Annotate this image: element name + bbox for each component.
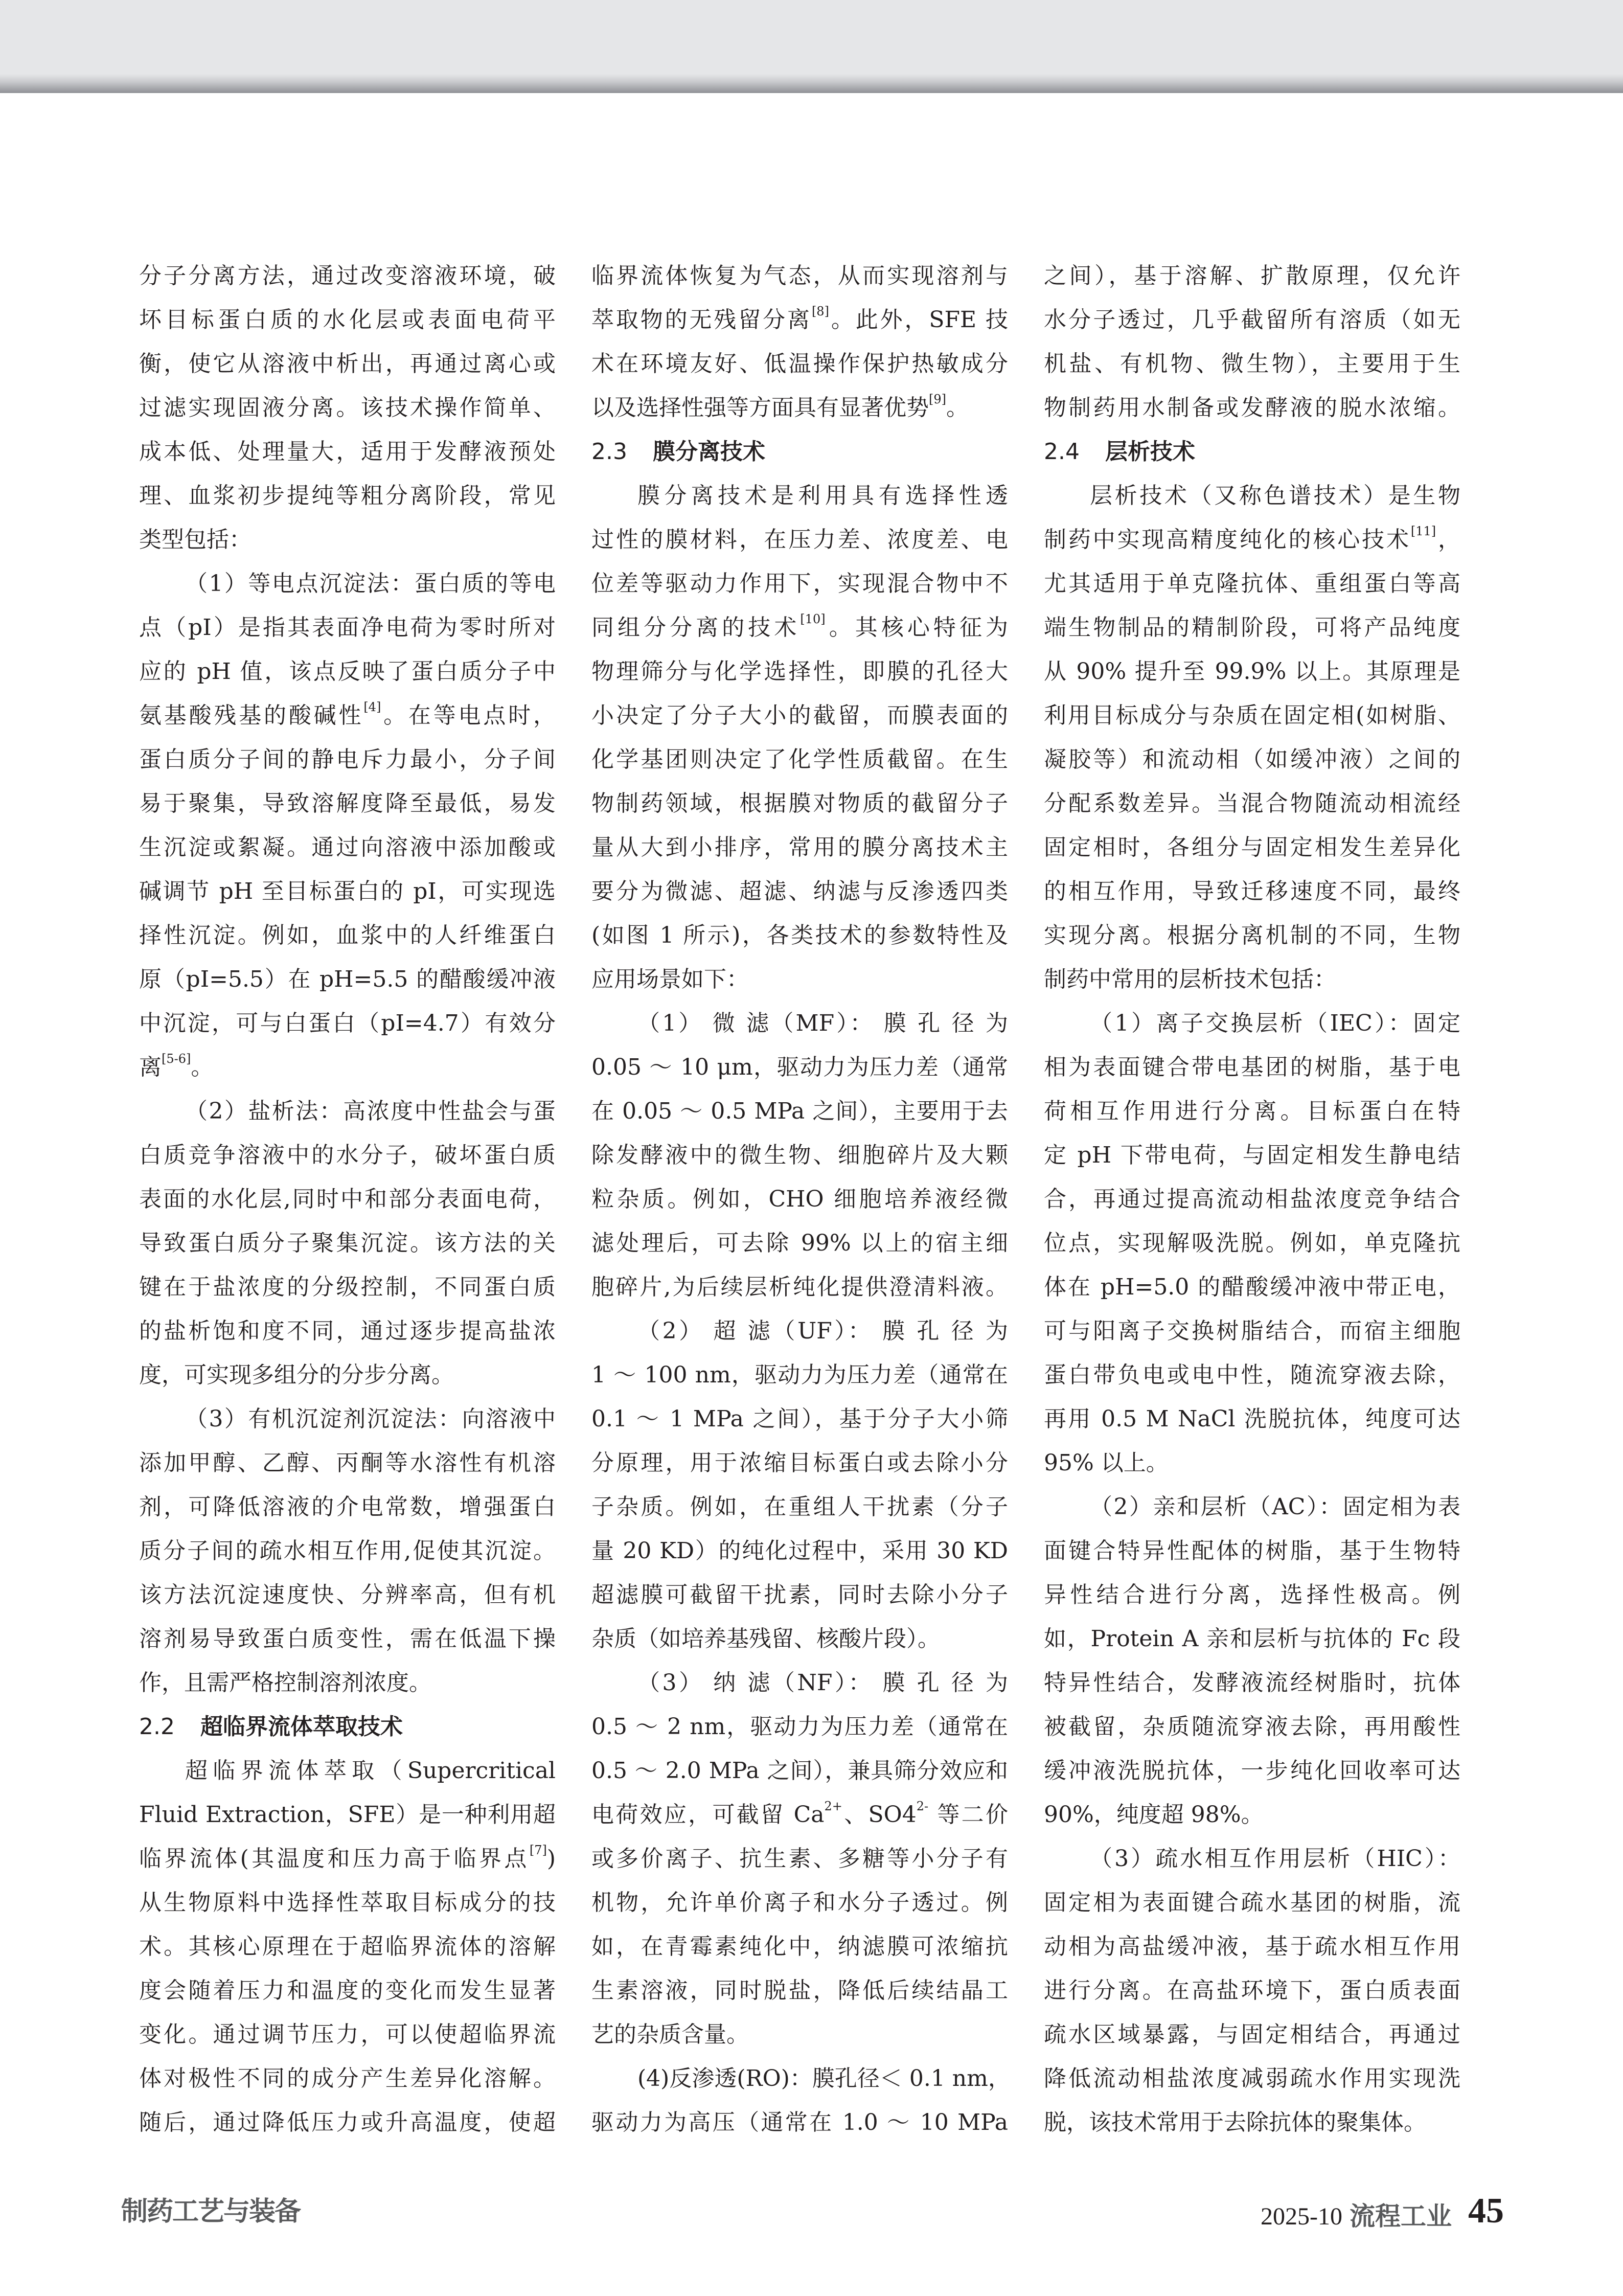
line-text: 从生物原料中选择性萃取目标成分的技 [139,1890,556,1916]
line-text: 氨基酸残基的酸碱性 [139,702,364,729]
text-line [591,1133,1008,1177]
text-line [1044,1705,1460,1749]
text-line [139,1661,556,1705]
line-text: 层析技术（又称色谱技术）是生物 [1090,483,1460,509]
line-text: 1 ～ 100 nm，驱动力为压力差（通常在 [591,1362,1008,1388]
line-text: 。其核心特征为 [825,615,1009,641]
line-text: 缓冲液洗脱抗体，一步纯化回收率可达 [1044,1758,1460,1784]
text-line [139,386,556,430]
line-text: （2） 超 滤（UF）： 膜 孔 径 为 [637,1318,1008,1344]
line-text: 离 [139,1054,162,1080]
line-text: 度会随着压力和温度的变化而发生显著 [139,1977,556,2004]
column-right [1044,254,1460,2145]
line-text: 剂，可降低溶液的介电常数，增强蛋白 [139,1494,556,1520]
line-text: 固定相为表面键合疏水基团的树脂，流 [1044,1890,1460,1916]
line-text: 溶剂易导致蛋白质变性，需在低温下操 [139,1626,556,1652]
line-text: 点（pI）是指其表面净电荷为零时所对 [139,615,556,641]
text-line [1044,870,1460,914]
text-line [139,2101,556,2145]
line-text: （1）等电点沉淀法：蛋白质的等电 [185,571,556,597]
line-text: 子杂质。例如，在重组人干扰素（分子 [591,1494,1008,1520]
line-text: 添加甲醇、乙醇、丙酮等水溶性有机溶 [139,1450,556,1476]
line-text: 术在环境友好、低温操作保护热敏成分 [591,351,1008,377]
text-line [591,1793,1008,1837]
text-line [591,1881,1008,1925]
line-text: 同组分分离的技术 [591,615,801,641]
text-line [1044,826,1460,870]
text-line [591,1529,1008,1573]
text-line [1044,562,1460,606]
text-line [591,958,1008,1002]
line-text: 质分子间的疏水相互作用,促使其沉淀。 [139,1538,556,1564]
page-number: 45 [1468,2191,1504,2231]
line-text: 应用场景如下： [591,966,749,992]
text-line [1044,298,1460,342]
text-line [1044,738,1460,782]
text-line [591,1485,1008,1529]
citation-ref: [11] [1410,524,1436,538]
line-text: 临界流体(其温度和压力高于临界点 [139,1846,530,1872]
line-text: 表面的水化层,同时中和部分表面电荷， [139,1186,556,1212]
line-text: 作，且需严格控制溶剂浓度。 [139,1670,431,1696]
line-text: 体在 pH=5.0 的醋酸缓冲液中带正电， [1044,1274,1460,1300]
text-line [139,1441,556,1485]
text-line [591,1661,1008,1705]
citation-ref: [8] [811,304,829,319]
line-text: 特异性结合，发酵液流经树脂时，抗体 [1044,1670,1460,1696]
text-line [139,606,556,650]
text-line [139,1837,556,1881]
line-text: （1）离子交换层析（IEC）：固定 [1090,1010,1460,1036]
section-number: 2.4 [1044,439,1080,465]
line-text: 0.05 ～ 10 μm，驱动力为压力差（通常 [591,1054,1008,1080]
line-text: 机盐、有机物、微生物），主要用于生 [1044,351,1460,377]
line-text: 膜分离技术是利用具有选择性透 [637,483,1008,509]
line-text: 萃取物的无残留分离 [591,307,812,333]
text-line [1044,958,1460,1002]
text-line [1044,1793,1460,1837]
text-line [591,1837,1008,1881]
text-line [139,1045,556,1089]
line-text: 分原理，用于浓缩目标蛋白或去除小分 [591,1450,1008,1476]
text-line [1044,2057,1460,2101]
text-line [139,254,556,298]
line-text: 或多价离子、抗生素、多糖等小分子有 [591,1846,1008,1872]
section-title: 超临界流体萃取技术 [200,1714,403,1740]
text-line [591,2013,1008,2057]
line-text: 0.5 ～ 2 nm，驱动力为压力差（通常在 [591,1714,1008,1740]
text-line [1044,1265,1460,1309]
line-text: 碱调节 pH 至目标蛋白的 pI，可实现选 [139,878,556,904]
citation-ref: [7] [529,1843,547,1857]
line-text: （3）疏水相互作用层析（HIC）： [1090,1846,1460,1872]
text-line [591,254,1008,298]
text-line [1044,1485,1460,1529]
line-text: 实现分离。根据分离机制的不同，生物 [1044,922,1460,948]
line-text: 可与阳离子交换树脂结合，而宿主细胞 [1044,1318,1460,1344]
line-text: 异性结合进行分离，选择性极高。例 [1044,1582,1460,1608]
text-line [591,2057,1011,2101]
line-text: 制药中常用的层析技术包括： [1044,966,1336,992]
footer-journal-name: 流程工业 [1350,2201,1452,2231]
line-text: 。 [191,1054,214,1080]
text-line [139,914,556,958]
text-line [139,430,556,474]
line-text: 杂质（如培养基残留、核酸片段）。 [591,1626,940,1652]
text-line [1044,1925,1460,1969]
line-text: 之间），基于溶解、扩散原理，仅允许 [1044,263,1460,289]
line-text: 过性的膜材料，在压力差、浓度差、电 [591,527,1008,553]
top-band [0,0,1623,93]
line-text: 量从大到小排序，常用的膜分离技术主 [591,834,1008,860]
line-text: 驱动力为高压（通常在 1.0 ～ 10 MPa [591,2109,1008,2135]
line-text: 原（pI=5.5）在 pH=5.5 的醋酸缓冲液 [139,966,556,992]
line-text: 再用 0.5 M NaCl 洗脱抗体，纯度可达 [1044,1406,1460,1432]
text-line [591,650,1008,694]
line-text: 端生物制品的精制阶段，可将产品纯度 [1044,615,1460,641]
line-text: （3）有机沉淀剂沉淀法：向溶液中 [185,1406,556,1432]
line-text: 95% 以上。 [1044,1450,1169,1476]
line-text: 利用目标成分与杂质在固定相(如树脂、 [1044,702,1460,729]
text-line [1044,1573,1460,1617]
text-line [139,826,556,870]
text-line [1044,1133,1460,1177]
footer-issue-info [1261,2183,1504,2229]
line-text: 降低流动相盐浓度减弱疏水作用实现洗 [1044,2065,1460,2092]
text-line [139,342,556,386]
line-text: 该方法沉淀速度快、分辨率高，但有机 [139,1582,556,1608]
text-line [591,1573,1008,1617]
text-line [139,1881,556,1925]
text-line [139,650,556,694]
line-text: 坏目标蛋白质的水化层或表面电荷平 [139,307,556,333]
line-text: 白质竞争溶液中的水分子，破坏蛋白质 [139,1142,556,1168]
line-text: 粒杂质。例如，CHO 细胞培养液经微 [591,1186,1008,1212]
line-text: 。此外，SFE 技 [829,307,1009,333]
line-text: 随后，通过降低压力或升高温度，使超 [139,2109,556,2135]
text-line [1044,1881,1460,1925]
text-line [1044,782,1460,826]
text-line [591,914,1008,958]
line-text: (4)反渗透(RO)：膜孔径＜ 0.1 nm， [637,2065,1011,2092]
line-text: 滤处理后，可去除 99% 以上的宿主细 [591,1230,1008,1256]
line-text: 的盐析饱和度不同，通过逐步提高盐浓 [139,1318,556,1344]
line-text: 疏水区域暴露，与固定相结合，再通过 [1044,2021,1460,2048]
text-line [1044,914,1460,958]
text-line [1044,694,1460,738]
text-line [139,1221,556,1265]
text-line [591,1309,1008,1353]
text-line [139,694,556,738]
line-text: 被截留，杂质随流穿液去除，再用酸性 [1044,1714,1460,1740]
text-line [591,1441,1008,1485]
citation-ref: [4] [363,700,381,714]
text-line [139,518,556,562]
line-text: 易于聚集，导致溶解度降至最低，易发 [139,790,556,816]
line-text: 类型包括： [139,527,252,553]
text-line [1044,1837,1460,1881]
text-line [1044,1661,1460,1705]
text-line [1044,1353,1460,1397]
footer-section-title: 制药工艺与装备 [121,2196,301,2227]
text-line [591,1177,1008,1221]
text-line [1044,2013,1460,2057]
text-line [139,1749,556,1793]
text-line [139,2057,556,2101]
line-text: 超临界流体萃取（Supercritical [185,1758,556,1784]
column-middle [591,254,1011,2145]
ion-charge: 2- [916,1799,929,1813]
line-text: 理、血浆初步提纯等粗分离阶段，常见 [139,483,556,509]
line-text: 分配系数差异。当混合物随流动相流经 [1044,790,1460,816]
section-title: 膜分离技术 [653,439,765,465]
text-line [591,1749,1008,1793]
text-line [1044,1529,1460,1573]
text-line [591,782,1008,826]
text-line [139,1177,556,1221]
text-line [1044,1089,1460,1133]
line-text: 导致蛋白质分子聚集沉淀。该方法的关 [139,1230,556,1256]
text-line [139,474,556,518]
citation-ref: [10] [800,612,826,626]
text-line [139,2013,556,2057]
line-text: 电荷效应，可截留 Ca [591,1802,825,1828]
line-text: 定 pH 下带电荷，与固定相发生静电结 [1044,1142,1460,1168]
text-line [591,738,1008,782]
text-line [591,1925,1008,1969]
line-text: 0.5 ～ 2.0 MPa 之间），兼具筛分效应和 [591,1758,1008,1784]
line-text: 衡，使它从溶液中析出，再通过离心或 [139,351,556,377]
text-line [1044,1309,1460,1353]
text-line [591,342,1008,386]
text-line [591,1969,1008,2013]
line-text: 除发酵液中的微生物、细胞碎片及大颗 [591,1142,1008,1168]
text-line [1044,386,1460,430]
line-text: ， [1436,527,1460,553]
line-text: 脱，该技术常用于去除抗体的聚集体。 [1044,2109,1426,2135]
text-line [591,298,1008,342]
text-line [139,1309,556,1353]
line-text: 的相互作用，导致迁移速度不同，最终 [1044,878,1460,904]
line-text: 等二价 [928,1802,1008,1828]
text-line [1044,518,1460,562]
section-heading [591,430,1008,474]
line-text: 小决定了分子大小的截留，而膜表面的 [591,702,1008,729]
line-text: 艺的杂质含量。 [591,2021,749,2048]
section-number: 2.3 [591,439,627,465]
text-line [591,1353,1008,1397]
line-text: ) [546,1846,556,1872]
text-line [139,1529,556,1573]
line-text: 。在等电点时， [381,702,556,729]
text-line [591,1397,1008,1441]
footer-issue-date: 2025-10 [1261,2203,1342,2230]
text-line [1044,1002,1460,1045]
line-text: 如，Protein A 亲和层析与抗体的 Fc 段 [1044,1626,1460,1652]
line-text: （3） 纳 滤（NF）： 膜 孔 径 为 [637,1670,1008,1696]
text-line [139,298,556,342]
line-text: 凝胶等）和流动相（如缓冲液）之间的 [1044,746,1460,772]
text-line [139,1617,556,1661]
line-text: 胞碎片,为后续层析纯化提供澄清料液。 [591,1274,1008,1300]
text-line [591,606,1008,650]
line-text: 合，再通过提高流动相盐浓度竞争结合 [1044,1186,1460,1212]
text-line [591,826,1008,870]
text-line [1044,1177,1460,1221]
line-text: 应的 pH 值，该点反映了蛋白质分子中 [139,658,556,685]
text-line [591,2101,1008,2145]
text-line [591,1265,1008,1309]
text-line [139,1265,556,1309]
text-line [139,782,556,826]
text-line [139,1793,556,1837]
text-line [139,1969,556,2013]
line-text: 位点，实现解吸洗脱。例如，单克隆抗 [1044,1230,1460,1256]
line-text: 以及选择性强等方面具有显著优势 [591,395,929,421]
text-line [1044,1441,1460,1485]
text-line [1044,1045,1460,1089]
line-text: 如，在青霉素纯化中，纳滤膜可浓缩抗 [591,1934,1008,1960]
line-text: 水分子透过，几乎截留所有溶质（如无 [1044,307,1460,333]
line-text: 蛋白质分子间的静电斥力最小，分子间 [139,746,556,772]
text-line [591,562,1008,606]
text-line [591,870,1008,914]
text-line [139,1089,556,1133]
line-text: 度，可实现多组分的分步分离。 [139,1362,454,1388]
line-text: 临界流体恢复为气态，从而实现溶剂与 [591,263,1008,289]
line-text: 面键合特异性配体的树脂，基于生物特 [1044,1538,1460,1564]
text-line [1044,1749,1460,1793]
line-text: 从 90% 提升至 99.9% 以上。其原理是 [1044,658,1460,685]
text-line [139,1353,556,1397]
section-title: 层析技术 [1105,439,1195,465]
line-text: 择性沉淀。例如，血浆中的人纤维蛋白 [139,922,556,948]
line-text: 。 [946,395,969,421]
line-text: 尤其适用于单克隆抗体、重组蛋白等高 [1044,571,1460,597]
line-text: 相为表面键合带电基团的树脂，基于电 [1044,1054,1460,1080]
text-line [139,1133,556,1177]
text-line [139,1002,556,1045]
text-line [591,694,1008,738]
line-text: Fluid Extraction，SFE）是一种利用超 [139,1802,556,1828]
text-line [139,958,556,1002]
text-line [1044,2101,1460,2145]
line-text: 分子分离方法，通过改变溶液环境，破 [139,263,556,289]
citation-ref: [9] [929,392,946,406]
text-line [1044,1617,1460,1661]
text-line [591,518,1008,562]
line-text: （1） 微 滤（MF）： 膜 孔 径 为 [637,1010,1008,1036]
text-line [139,1397,556,1441]
section-number: 2.2 [139,1714,175,1740]
line-text: 在 0.05 ～ 0.5 MPa 之间），主要用于去 [591,1098,1008,1124]
text-line [1044,342,1460,386]
section-heading [139,1705,556,1749]
line-text: 物制药领域，根据膜对物质的截留分子 [591,790,1008,816]
text-line [591,1221,1008,1265]
line-text: 量 20 KD）的纯化过程中，采用 30 KD [591,1538,1008,1564]
text-line [1044,254,1460,298]
text-line [591,1617,1008,1661]
text-line [139,870,556,914]
text-line [139,1925,556,1969]
line-text: 90%，纯度超 98%。 [1044,1802,1264,1828]
text-line [139,1485,556,1529]
column-left [139,254,556,2145]
line-text: 制药中实现高精度纯化的核心技术 [1044,527,1411,553]
line-text: 体对极性不同的成分产生差异化溶解。 [139,2065,556,2092]
line-text: 0.1 ～ 1 MPa 之间），基于分子大小筛 [591,1406,1008,1432]
line-text: 成本低、处理量大，适用于发酵液预处 [139,439,556,465]
text-line [1044,1397,1460,1441]
line-text: 进行分离。在高盐环境下，蛋白质表面 [1044,1977,1460,2004]
text-line [591,474,1008,518]
line-text: 化学基团则决定了化学性质截留。在生 [591,746,1008,772]
line-text: 过滤实现固液分离。该技术操作简单、 [139,395,556,421]
section-heading [1044,430,1460,474]
line-text: 物制药用水制备或发酵液的脱水浓缩。 [1044,395,1460,421]
line-text: （2）亲和层析（AC）：固定相为表 [1090,1494,1460,1520]
text-line [591,386,1008,430]
line-text: 术。其核心原理在于超临界流体的溶解 [139,1934,556,1960]
line-text: 机物，允许单价离子和水分子透过。例 [591,1890,1008,1916]
text-line [591,1089,1008,1133]
text-line [139,738,556,782]
text-line [591,1045,1008,1089]
line-text: 、SO4 [842,1802,917,1828]
text-line [591,1002,1008,1045]
line-text: 变化。通过调节压力，可以使超临界流 [139,2021,556,2048]
line-text: 蛋白带负电或电中性，随流穿液去除， [1044,1362,1460,1388]
text-line [1044,1969,1460,2013]
ion-charge: 2+ [824,1799,842,1813]
line-text: 要分为微滤、超滤、纳滤与反渗透四类 [591,878,1008,904]
line-text: （2）盐析法：高浓度中性盐会与蛋 [185,1098,556,1124]
text-line [139,1573,556,1617]
line-text: 固定相时，各组分与固定相发生差异化 [1044,834,1460,860]
citation-ref: [5-6] [162,1052,191,1066]
line-text: (如图 1 所示)，各类技术的参数特性及 [591,922,1008,948]
line-text: 动相为高盐缓冲液，基于疏水相互作用 [1044,1934,1460,1960]
line-text: 中沉淀，可与白蛋白（pI=4.7）有效分 [139,1010,556,1036]
text-line [591,1705,1008,1749]
text-line [1044,606,1460,650]
line-text: 荷相互作用进行分离。目标蛋白在特 [1044,1098,1460,1124]
text-line [1044,650,1460,694]
line-text: 生沉淀或絮凝。通过向溶液中添加酸或 [139,834,556,860]
text-line [1044,474,1460,518]
line-text: 超滤膜可截留干扰素，同时去除小分子 [591,1582,1008,1608]
line-text: 键在于盐浓度的分级控制，不同蛋白质 [139,1274,556,1300]
line-text: 物理筛分与化学选择性，即膜的孔径大 [591,658,1008,685]
text-line [139,562,556,606]
line-text: 位差等驱动力作用下，实现混合物中不 [591,571,1008,597]
line-text: 生素溶液，同时脱盐，降低后续结晶工 [591,1977,1008,2004]
text-line [1044,1221,1460,1265]
